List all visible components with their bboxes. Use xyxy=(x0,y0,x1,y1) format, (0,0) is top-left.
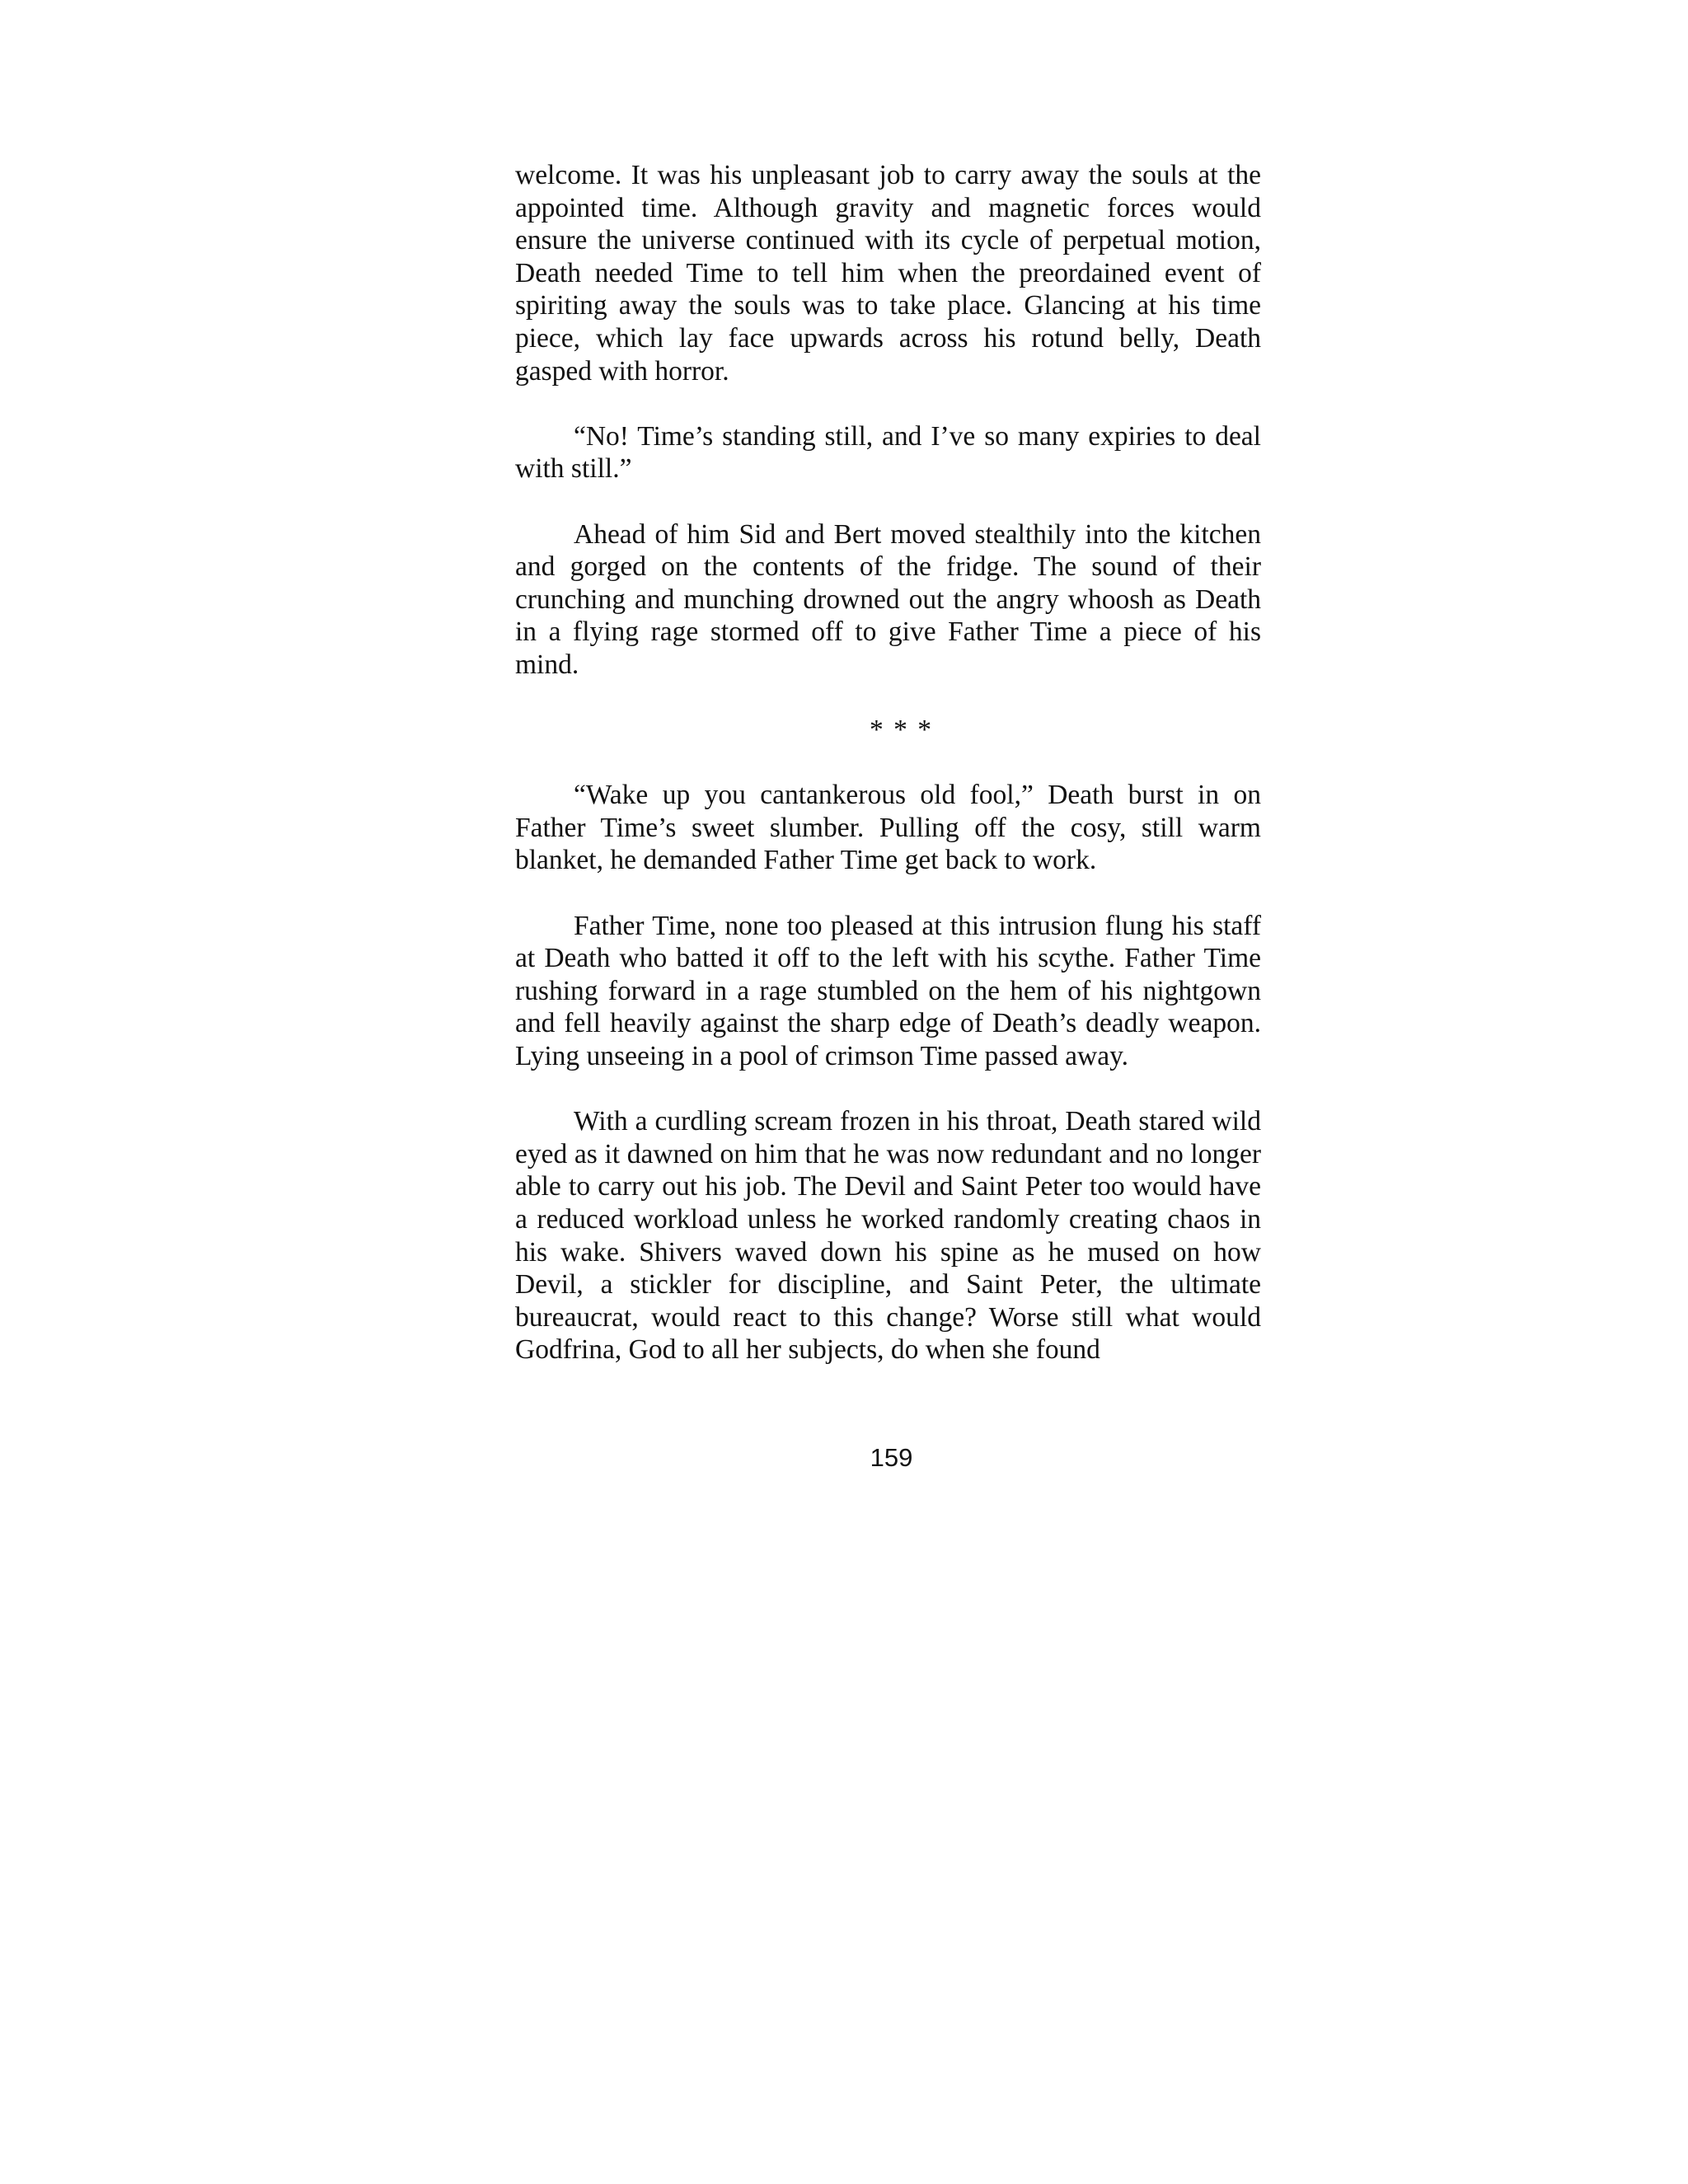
page-number: 159 xyxy=(870,1443,913,1472)
paragraph-curdling-scream: With a curdling scream frozen in his throat, Death stared wild eyed as it dawned on him that he was now redundant and no longer able to carry out his job. The Devil and Saint Peter too would have a reduced workload unless he worked randomly creating chaos in his wake. Shivers waved down his spine as he mused on how Devil, a stickler for discipline, and Saint Peter, the ultimate bureaucrat, would react to this change? Worse still what would Godfrina, God to all her subjects, do when she found xyxy=(515,1106,1261,1366)
paragraph-continuation: welcome. It was his unpleasant job to carry away the souls at the appointed time. Although gravity and magnetic forces would ensure the universe continued with its cycle of perpetual motion, Death needed Time to tell him when the preordained event of spiriting away the souls was to take place. Glancing at his time piece, which lay face upwards across his rotund belly, Death gasped with horror. xyxy=(515,160,1261,387)
paragraph-dialogue: “No! Time’s standing still, and I’ve so many expiries to deal with still.” xyxy=(515,420,1261,485)
paragraph-kitchen: Ahead of him Sid and Bert moved stealthily into the kitchen and gorged on the contents of the fridge. The sound of their crunching and munching drowned out the angry whoosh as Death in a flying rage stormed off to give Father Time a piece of his mind. xyxy=(515,518,1261,680)
paragraph-father-time: Father Time, none too pleased at this intrusion flung his staff at Death who batted it off to the left with his scythe. Father Time rushing forward in a rage stumbled on the hem of his nightgown and fell heavily against the sharp edge of Death’s deadly weapon. Lying unseeing in a pool of crimson Time passed away. xyxy=(515,910,1261,1072)
paragraph-wake-up: “Wake up you cantankerous old fool,” Death burst in on Father Time’s sweet slumber. Pulling off the cosy, still warm blanket, he demanded Father Time get back to work. xyxy=(515,780,1261,876)
scene-break: * * * xyxy=(870,715,933,746)
body-text xyxy=(515,159,1261,1399)
